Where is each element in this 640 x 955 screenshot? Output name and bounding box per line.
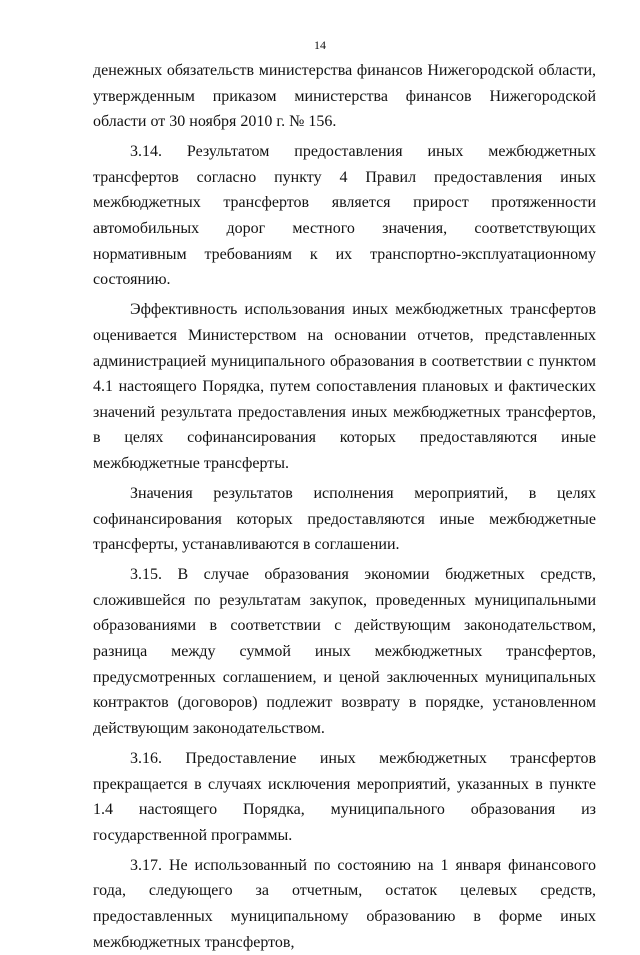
paragraph-3-14: 3.14. Результатом предоставления иных межбюджетных трансфертов согласно пункту 4 Правил предоставления иных межбюджетных трансфертов является прирост протяженности автомобильных дорог местного значения, соответствующих нормативным требованиям к их транспортно-эксплуатационному состоянию. bbox=[93, 143, 596, 289]
page-number: 14 bbox=[314, 38, 326, 52]
paragraph-3-17: 3.17. Не использованный по состоянию на 1 января финансового года, следующего за отчетным, остаток целевых средств, предоставленных муниципальному образованию в форме иных межбюджетных трансфертов, bbox=[93, 856, 596, 951]
document-body bbox=[93, 58, 596, 955]
paragraph-3-15: 3.15. В случае образования экономии бюджетных средств, сложившейся по результатам закупок, проведенных муниципальными образованиями в соответствии с действующим законодательством, разница между суммой иных межбюджетных трансфертов, предусмотренных соглашением, и ценой заключенных муниципальных контрактов (договоров) подлежит возврату в порядке, установленном действующим законодательством. bbox=[93, 566, 596, 737]
paragraph-continuation: денежных обязательств министерства финансов Нижегородской области, утвержденным приказом министерства финансов Нижегородской области от 30 ноября 2010 г. № 156. bbox=[93, 62, 596, 131]
paragraph-result-values: Значения результатов исполнения мероприятий, в целях софинансирования которых предоставляются иные межбюджетные трансферты, устанавливаются в соглашении. bbox=[93, 485, 596, 554]
paragraph-3-16: 3.16. Предоставление иных межбюджетных трансфертов прекращается в случаях исключения мероприятий, указанных в пункте 1.4 настоящего Порядка, муниципального образования из государственной программы. bbox=[93, 749, 596, 844]
paragraph-effectiveness: Эффективность использования иных межбюджетных трансфертов оценивается Министерством на основании отчетов, представленных администрацией муниципального образования в соответствии с пунктом 4.1 настоящего Порядка, путем сопоставления плановых и фактических значений результата предоставления иных межбюджетных трансфертов, в целях софинансирования которых предоставляются иные межбюджетные трансферты. bbox=[93, 301, 596, 472]
